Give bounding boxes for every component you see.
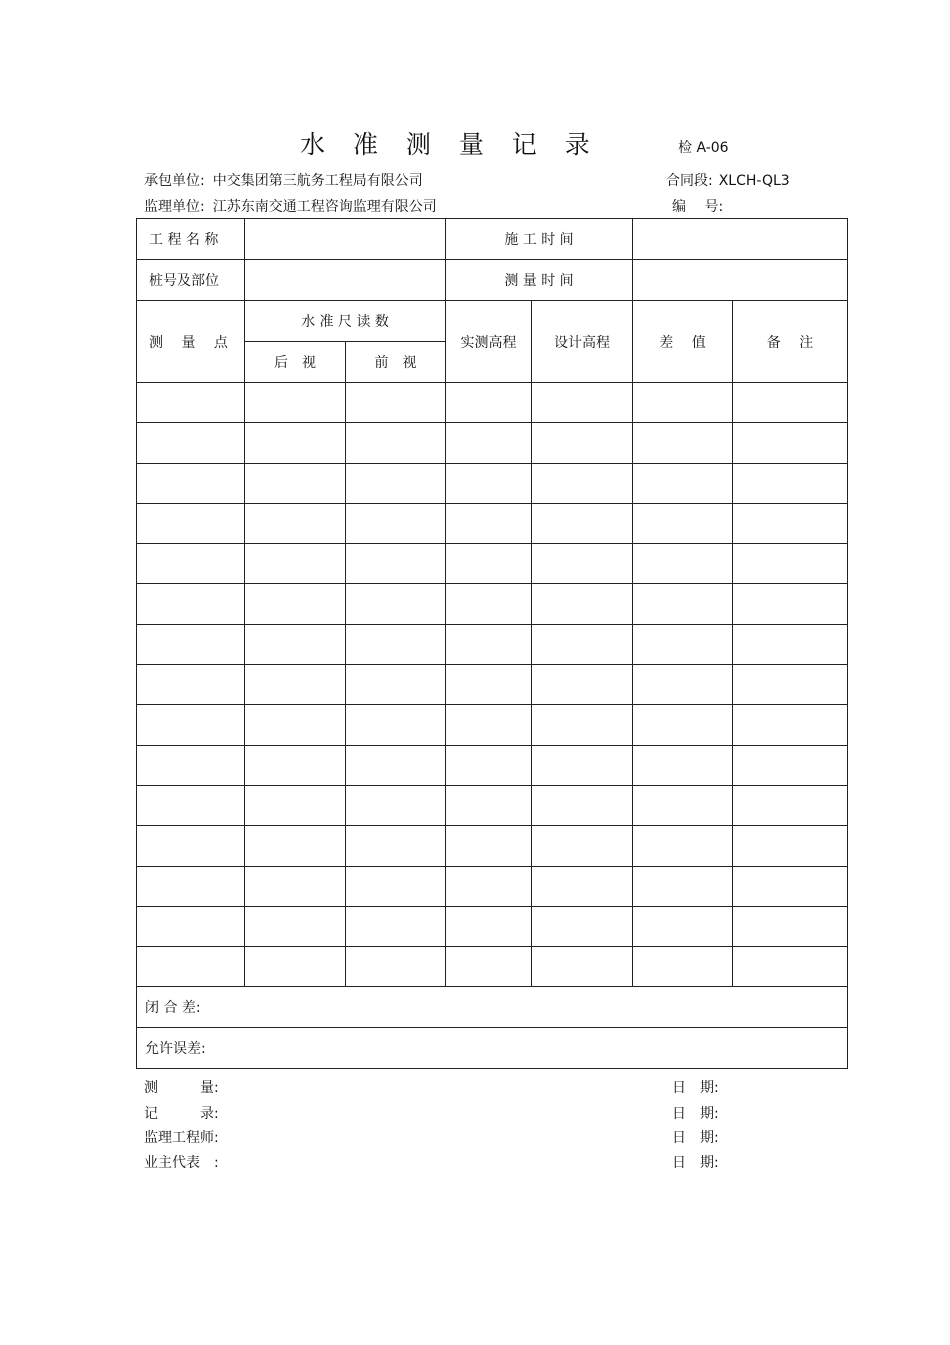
table-cell[interactable] (137, 503, 245, 543)
table-cell[interactable] (346, 665, 446, 705)
supervisor-value: 江苏东南交通工程咨询监理有限公司 (212, 199, 437, 215)
table-cell[interactable] (446, 584, 532, 624)
table-cell[interactable] (137, 785, 245, 825)
table-row (137, 624, 848, 664)
closure-label: 闭 合 差: (145, 1000, 201, 1017)
table-cell[interactable] (245, 665, 346, 705)
closure-row (137, 987, 848, 1028)
col-measured-header: 实测高程 (446, 301, 532, 383)
table-cell[interactable] (245, 544, 346, 584)
table-cell[interactable] (446, 785, 532, 825)
table-cell[interactable] (532, 423, 633, 463)
col-design-header: 设计高程 (532, 301, 633, 383)
table-cell[interactable] (446, 866, 532, 906)
page-title: 水 准 测 量 记 录 (300, 130, 600, 159)
table-cell[interactable] (733, 906, 848, 946)
table-cell[interactable] (733, 503, 848, 543)
table-cell[interactable] (245, 624, 346, 664)
table-cell[interactable] (733, 826, 848, 866)
table-cell[interactable] (733, 544, 848, 584)
table-cell[interactable] (346, 906, 446, 946)
table-cell[interactable] (245, 906, 346, 946)
table-cell[interactable] (733, 745, 848, 785)
col-reading-header: 水 准 尺 读 数 (245, 301, 446, 342)
column-header-row (137, 301, 848, 342)
table-cell[interactable] (346, 705, 446, 745)
table-cell[interactable] (633, 503, 733, 543)
table-row (137, 544, 848, 584)
table-cell[interactable] (733, 584, 848, 624)
closure-cell[interactable] (137, 987, 848, 1028)
contract-value: XLCH-QL3 (718, 173, 790, 189)
col-point-header: 测 量 点 (137, 301, 245, 383)
table-cell[interactable] (137, 383, 245, 423)
table-row (137, 584, 848, 624)
table-cell[interactable] (633, 383, 733, 423)
table-row (137, 463, 848, 503)
project-name-cell[interactable] (245, 219, 446, 260)
table-row (137, 906, 848, 946)
table-row (137, 705, 848, 745)
number-label: 编 号: (672, 199, 724, 215)
table-cell[interactable] (633, 947, 733, 987)
table-cell[interactable] (446, 624, 532, 664)
table-row (137, 745, 848, 785)
table-cell[interactable] (633, 906, 733, 946)
table-cell[interactable] (633, 624, 733, 664)
table-cell[interactable] (245, 503, 346, 543)
table-cell[interactable] (137, 705, 245, 745)
table-cell[interactable] (245, 705, 346, 745)
table-cell[interactable] (346, 544, 446, 584)
supervisor-line (144, 196, 437, 216)
table-cell[interactable] (346, 745, 446, 785)
table-cell[interactable] (446, 745, 532, 785)
table-cell[interactable] (346, 826, 446, 866)
table-cell[interactable] (245, 463, 346, 503)
table-cell[interactable] (137, 866, 245, 906)
project-name-row (137, 219, 848, 260)
table-row (137, 785, 848, 825)
allowable-cell[interactable] (137, 1028, 848, 1069)
table-cell[interactable] (532, 906, 633, 946)
col-remark-header: 备 注 (733, 301, 848, 383)
table-cell[interactable] (346, 503, 446, 543)
table-cell[interactable] (633, 826, 733, 866)
table-cell[interactable] (137, 423, 245, 463)
table-cell[interactable] (137, 826, 245, 866)
table-cell[interactable] (137, 947, 245, 987)
signature-date-label: 日 期: (672, 1130, 719, 1146)
survey-time-cell[interactable] (633, 260, 848, 301)
table-cell[interactable] (137, 544, 245, 584)
table-cell[interactable] (446, 544, 532, 584)
table-cell[interactable] (346, 423, 446, 463)
table-cell[interactable] (532, 463, 633, 503)
signature-role-label: 测 量: (144, 1080, 219, 1096)
table-cell[interactable] (733, 665, 848, 705)
table-cell[interactable] (633, 866, 733, 906)
table-cell[interactable] (532, 705, 633, 745)
table-cell[interactable] (137, 745, 245, 785)
table-cell[interactable] (633, 665, 733, 705)
table-cell[interactable] (633, 584, 733, 624)
col-back-header: 后 视 (245, 342, 346, 383)
table-cell[interactable] (446, 423, 532, 463)
contract-line (666, 170, 790, 190)
table-cell[interactable] (633, 745, 733, 785)
table-cell[interactable] (346, 785, 446, 825)
table-cell[interactable] (346, 463, 446, 503)
allowable-row (137, 1028, 848, 1069)
table-cell[interactable] (532, 624, 633, 664)
signature-date-label: 日 期: (672, 1155, 719, 1171)
table-cell[interactable] (137, 624, 245, 664)
table-cell[interactable] (446, 705, 532, 745)
table-cell[interactable] (245, 584, 346, 624)
table-cell[interactable] (446, 463, 532, 503)
construction-time-label: 施 工 时 间 (446, 219, 633, 260)
table-row (137, 866, 848, 906)
table-cell[interactable] (245, 947, 346, 987)
table-cell[interactable] (137, 906, 245, 946)
form-code: 检 A-06 (678, 140, 729, 156)
table-cell[interactable] (633, 785, 733, 825)
table-cell[interactable] (245, 866, 346, 906)
table-cell[interactable] (733, 866, 848, 906)
table-cell[interactable] (532, 745, 633, 785)
table-cell[interactable] (245, 826, 346, 866)
table-cell[interactable] (137, 665, 245, 705)
data-rows (137, 383, 848, 987)
signature-date-label: 日 期: (672, 1106, 719, 1122)
supervisor-label: 监理单位: (144, 199, 205, 215)
table-cell[interactable] (733, 705, 848, 745)
table-cell[interactable] (346, 584, 446, 624)
signature-role-label: 监理工程师: (144, 1130, 219, 1146)
table-cell[interactable] (733, 785, 848, 825)
signature-role-label: 记 录: (144, 1106, 219, 1122)
contract-label: 合同段: (666, 173, 713, 189)
table-cell[interactable] (532, 665, 633, 705)
table-cell[interactable] (733, 463, 848, 503)
table-cell[interactable] (346, 624, 446, 664)
table-cell[interactable] (532, 826, 633, 866)
table-cell[interactable] (532, 947, 633, 987)
table-cell[interactable] (346, 383, 446, 423)
table-cell[interactable] (733, 383, 848, 423)
table-row (137, 947, 848, 987)
col-front-header: 前 视 (346, 342, 446, 383)
table-cell[interactable] (633, 705, 733, 745)
table-cell[interactable] (733, 423, 848, 463)
table-cell[interactable] (446, 947, 532, 987)
table-row (137, 826, 848, 866)
contractor-line (144, 170, 423, 190)
station-cell[interactable] (245, 260, 446, 301)
contractor-value: 中交集团第三航务工程局有限公司 (212, 173, 423, 189)
table-row (137, 665, 848, 705)
table-cell[interactable] (137, 584, 245, 624)
project-name-label: 工 程 名 称 (137, 219, 245, 260)
table-cell[interactable] (346, 866, 446, 906)
survey-time-label: 测 量 时 间 (446, 260, 633, 301)
table-cell[interactable] (532, 383, 633, 423)
signature-role-label: 业主代表 : (144, 1155, 219, 1171)
table-cell[interactable] (733, 947, 848, 987)
table-cell[interactable] (532, 584, 633, 624)
allowable-label: 允许误差: (145, 1041, 206, 1058)
table-cell[interactable] (633, 544, 733, 584)
station-row (137, 260, 848, 301)
table-row (137, 423, 848, 463)
table-cell[interactable] (532, 503, 633, 543)
col-diff-header: 差 值 (633, 301, 733, 383)
table-cell[interactable] (633, 423, 733, 463)
table-cell[interactable] (137, 463, 245, 503)
table-cell[interactable] (245, 745, 346, 785)
table-cell[interactable] (346, 947, 446, 987)
table-cell[interactable] (245, 423, 346, 463)
table-cell[interactable] (633, 463, 733, 503)
table-cell[interactable] (532, 785, 633, 825)
table-cell[interactable] (446, 665, 532, 705)
table-cell[interactable] (733, 624, 848, 664)
table-cell[interactable] (245, 785, 346, 825)
table-cell[interactable] (245, 383, 346, 423)
table-cell[interactable] (446, 383, 532, 423)
table-row (137, 503, 848, 543)
table-cell[interactable] (532, 866, 633, 906)
table-cell[interactable] (532, 544, 633, 584)
contractor-label: 承包单位: (144, 173, 205, 189)
level-survey-table (136, 218, 848, 1069)
table-cell[interactable] (446, 906, 532, 946)
table-cell[interactable] (446, 826, 532, 866)
table-row (137, 383, 848, 423)
signature-date-label: 日 期: (672, 1080, 719, 1096)
station-label: 桩号及部位 (137, 260, 245, 301)
table-cell[interactable] (446, 503, 532, 543)
construction-time-cell[interactable] (633, 219, 848, 260)
